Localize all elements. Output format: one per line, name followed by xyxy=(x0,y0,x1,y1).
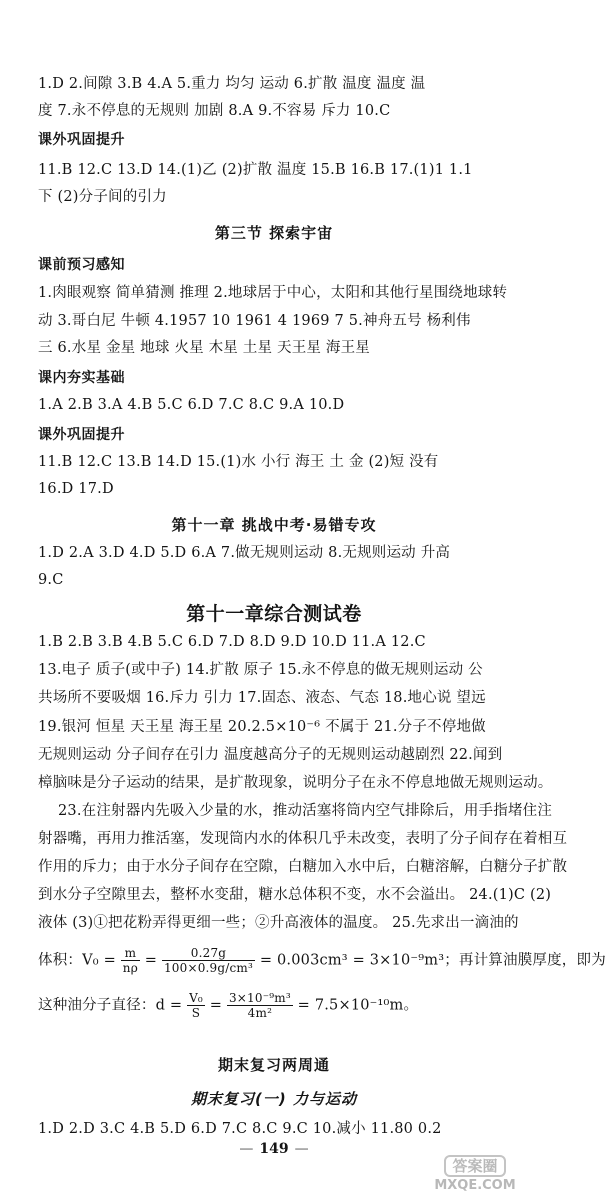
formula-text: 体积：V₀ = xyxy=(38,952,121,969)
answer-line: 到水分子空隙里去，整杯水变甜，糖水总体积不变，水不会溢出。 24.(1)C (2) xyxy=(38,887,552,903)
answer-line: 液体 (3)①把花粉弄得更细一些；②升高液体的温度。 25.先求出一滴油的 xyxy=(38,915,519,931)
fraction-denominator: S xyxy=(191,1006,201,1020)
test-title: 第十一章综合测试卷 xyxy=(186,603,362,625)
watermark xyxy=(410,1155,540,1195)
formula-text: 这种油分子直径：d = xyxy=(38,997,188,1014)
fraction-numerator: V₀ xyxy=(189,991,203,1005)
answer-line: 1.肉眼观察 简单猜测 推理 2.地球居于中心，太阳和其他行星围绕地球转 xyxy=(38,285,508,301)
formula-line xyxy=(38,991,548,1020)
subsection-heading: 课外巩固提升 xyxy=(38,427,125,443)
subsection-heading: 课内夯实基础 xyxy=(38,370,125,386)
review-subtitle: 期末复习(一) 力与运动 xyxy=(191,1090,357,1108)
section-title: 第十一章 挑战中考·易错专攻 xyxy=(171,516,377,534)
answer-line: 动 3.哥白尼 牛顿 4.1957 10 1961 4 1969 7 5.神舟五号 杨利伟 xyxy=(38,313,471,329)
answer-line: 11.B 12.C 13.D 14.(1)乙 (2)扩散 温度 15.B 16.B 17.(1)1 1.1 xyxy=(38,162,473,178)
fraction-numerator: 0.27g xyxy=(162,946,255,961)
watermark-url: MXQE.COM xyxy=(434,1178,516,1193)
fraction-denominator: 4m² xyxy=(247,1006,273,1020)
answer-line: 1.B 2.B 3.B 4.B 5.C 6.D 7.D 8.D 9.D 10.D 11.A 12.C xyxy=(38,634,426,650)
answer-line: 共场所不要吸烟 16.斥力 引力 17.固态、液态、气态 18.地心说 望远 xyxy=(38,690,486,706)
answer-line: 下 (2)分子间的引力 xyxy=(38,189,167,205)
answer-line: 1.D 2.A 3.D 4.D 5.D 6.A 7.做无规则运动 8.无规则运动 升高 xyxy=(38,545,451,561)
fraction xyxy=(187,991,205,1020)
answer-line: 19.银河 恒星 天王星 海王星 20.2.5×10⁻⁶ 不属于 21.分子不停地做 xyxy=(38,719,486,735)
subsection-heading: 课外巩固提升 xyxy=(38,132,125,148)
answer-line: 11.B 12.C 13.B 14.D 15.(1)水 小行 海王 土 金 (2)短 没有 xyxy=(38,454,439,470)
answer-line: 1.D 2.D 3.C 4.B 5.D 6.D 7.C 8.C 9.C 10.减小 11.80 0.2 xyxy=(38,1121,442,1137)
equals: = xyxy=(209,997,223,1014)
answer-line: 樟脑味是分子运动的结果，是扩散现象，说明分子在永不停息地做无规则运动。 xyxy=(38,775,553,791)
fraction-numerator: 3×10⁻⁹m³ xyxy=(228,991,291,1005)
fraction xyxy=(162,946,255,975)
answer-line: 射器嘴，再用力推活塞，发现筒内水的体积几乎未改变，表明了分子间存在着相互 xyxy=(38,831,568,847)
answer-line: 作用的斥力；由于水分子间存在空隙，白糖加入水中后，白糖溶解，白糖分子扩散 xyxy=(38,859,568,875)
answer-line: 无规则运动 分子间存在引力 温度越高分子的无规则运动越剧烈 22.闻到 xyxy=(38,747,503,763)
answer-line: 9.C xyxy=(38,572,64,588)
answer-line: 23.在注射器内先吸入少量的水，推动活塞将筒内空气排除后，用手指堵住注 xyxy=(58,803,553,819)
formula-text: = 7.5×10⁻¹⁰m。 xyxy=(297,997,419,1014)
fraction xyxy=(121,946,140,975)
fraction-numerator: m xyxy=(121,946,140,961)
review-title: 期末复习两周通 xyxy=(217,1056,330,1074)
answer-line: 三 6.水星 金星 地球 火星 木星 土星 天王星 海王星 xyxy=(38,340,371,356)
answer-line: 1.A 2.B 3.A 4.B 5.C 6.D 7.C 8.C 9.A 10.D xyxy=(38,397,345,413)
answer-line: 度 7.永不停息的无规则 加剧 8.A 9.不容易 斥力 10.C xyxy=(38,103,391,119)
formula-text: = 0.003cm³ = 3×10⁻⁹m³；再计算油膜厚度，即为 xyxy=(259,952,606,969)
subsection-heading: 课前预习感知 xyxy=(38,257,125,273)
fraction-denominator: nρ xyxy=(122,961,138,975)
page-number: — 149 — xyxy=(0,1141,548,1157)
answer-line: 1.D 2.间隙 3.B 4.A 5.重力 均匀 运动 6.扩散 温度 温度 温 xyxy=(38,76,426,92)
answer-line: 16.D 17.D xyxy=(38,481,114,497)
formula-line xyxy=(38,946,606,975)
answer-line: 13.电子 质子(或中子) 14.扩散 原子 15.永不停息的做无规则运动 公 xyxy=(38,662,483,678)
watermark-badge: 答案圈 xyxy=(444,1155,505,1177)
section-title: 第三节 探索宇宙 xyxy=(214,224,334,242)
fraction-denominator: 100×0.9g/cm³ xyxy=(163,961,254,975)
fraction xyxy=(227,991,293,1020)
equals: = xyxy=(144,952,158,969)
